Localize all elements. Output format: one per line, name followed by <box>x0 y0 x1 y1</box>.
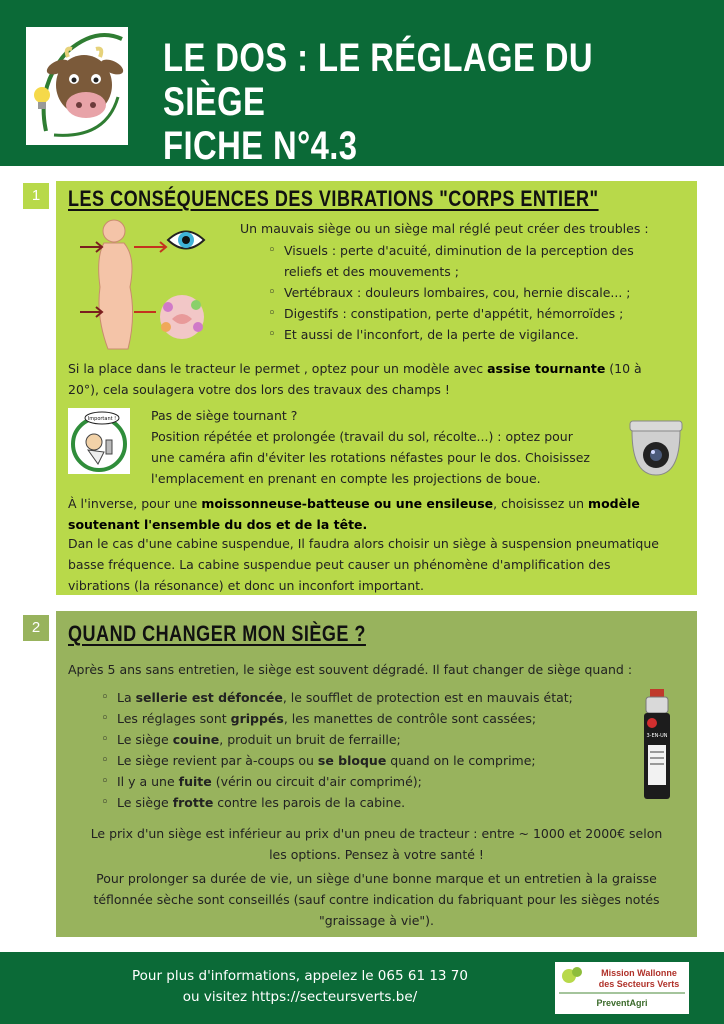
tip-paragraph: Pas de siège tournant ? Position répétée et prolongée (travail du sol, récolte...) : optez pour une caméra afin d'éviter les rotations néfastes pour le dos. Choisissez l'emplacement en prenant en compte les projections de boue. <box>151 408 590 486</box>
svg-text:3-EN-UN: 3-EN-UN <box>646 733 668 739</box>
section-2-number: 2 <box>23 615 49 641</box>
svg-text:des Secteurs Verts: des Secteurs Verts <box>598 979 680 989</box>
cabin-paragraph: Dan le cas d'une cabine suspendue, Il faudra alors choisir un siège à suspension pneumatique basse fréquence. La cabine suspendue peut causer un phénomène d'amplification des vibrations (la résonance) et donc un inconfort important. <box>68 536 659 593</box>
price-paragraph: Le prix d'un siège est inférieur au prix d'un pneu de tracteur : entre ~ 1000 et 2000€ selon les options. Pensez à votre santé ! <box>90 826 663 862</box>
lifespan-paragraph: Pour prolonger sa durée de vie, un siège d'une bonne marque et un entretien à la graisse téflonnée sèche sont conseillés (sauf contre indication du fabriquant pour les sièges notés "graissage à vie"). <box>93 871 660 928</box>
section-1-title: LES CONSÉQUENCES DES VIBRATIONS "CORPS ENTIER" <box>68 186 599 211</box>
cow-logo <box>26 27 128 145</box>
important-worker-icon <box>68 408 130 474</box>
list-item: ◦ Le siège frotte contre les parois de la cabine. <box>101 792 573 813</box>
change-intro: Après 5 ans sans entretien, le siège est souvent dégradé. Il faut changer de siège quand : <box>68 662 633 677</box>
section-1-number: 1 <box>23 183 49 209</box>
troubles-list <box>268 240 634 345</box>
website-line[interactable]: ou visitez https://secteursverts.be/ <box>182 989 418 1005</box>
cow-lightbulb-icon <box>26 27 128 145</box>
phone-line: Pour plus d'informations, appelez le 065 61 13 70 <box>131 968 468 984</box>
title-line-1: LE DOS : LE RÉGLAGE DU SIÈGE <box>163 36 593 124</box>
footer <box>0 952 724 1024</box>
title-line-2: FICHE N°4.3 <box>163 124 358 168</box>
list-item-continuation: reliefs et des mouvements ; <box>284 264 459 279</box>
list-item: ◦ Et aussi de l'inconfort, de la perte de vigilance. <box>268 324 634 345</box>
svg-text:PreventAgri: PreventAgri <box>596 998 648 1008</box>
list-item: ◦ Le siège revient par à-coups ou se bloque quand on le comprime; <box>101 750 573 771</box>
list-item: ◦ La sellerie est défoncée, le soufflet de protection est en mauvais état; <box>101 687 573 708</box>
change-reasons-list <box>101 687 573 813</box>
list-item: ◦ Il y a une fuite (vérin ou circuit d'air comprimé); <box>101 771 573 792</box>
mission-wallonne-logo <box>555 962 689 1014</box>
lubricant-spray-icon <box>640 689 674 801</box>
section-1-panel <box>56 181 697 595</box>
camera-icon <box>628 419 684 477</box>
svg-text:Mission Wallonne: Mission Wallonne <box>601 968 677 978</box>
rotating-seat-paragraph: Si la place dans le tracteur le permet , optez pour un modèle avec assise tournante (10 à 20°), cela soulagera votre dos lors des travaux des champs ! <box>68 361 642 397</box>
eye-icon <box>166 225 206 255</box>
list-item: ◦ Vertébraux : douleurs lombaires, cou, hernie discale... ; <box>268 282 634 303</box>
svg-text:Important !: Important ! <box>87 416 117 422</box>
section-2-title: QUAND CHANGER MON SIÈGE ? <box>68 621 366 646</box>
troubles-intro: Un mauvais siège ou un siège mal réglé peut créer des troubles : <box>240 221 649 236</box>
harvester-paragraph: À l'inverse, pour une moissonneuse-batteuse ou une ensileuse, choisissez un modèle soutenant l'ensemble du dos et de la tête. <box>68 496 640 532</box>
digestive-icon <box>156 293 208 341</box>
section-2-panel <box>56 611 697 937</box>
partner-logo <box>555 962 689 1014</box>
header <box>0 0 724 166</box>
list-item: ◦ Les réglages sont grippés, les manettes de contrôle sont cassées; <box>101 708 573 729</box>
list-item: ◦ Le siège couine, produit un bruit de ferraille; <box>101 729 573 750</box>
list-item: ◦ Visuels : perte d'acuité, diminution de la perception des <box>268 240 634 261</box>
list-item: ◦ Digestifs : constipation, perte d'appétit, hémorroïdes ; <box>268 303 634 324</box>
page-title <box>163 36 606 168</box>
contact-info <box>100 966 500 1008</box>
